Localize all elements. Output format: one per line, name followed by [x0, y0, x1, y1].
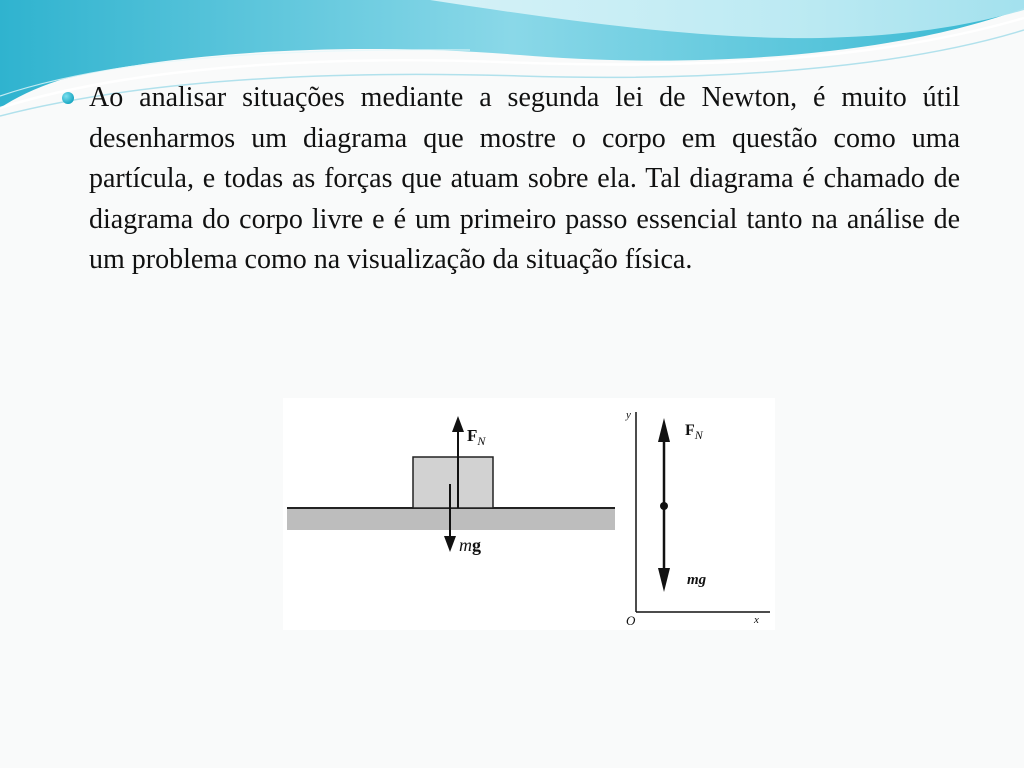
block [413, 457, 493, 508]
bullet-icon [62, 92, 74, 104]
y-axis-label: y [626, 409, 631, 421]
fbd-weight-label: mg [687, 572, 707, 588]
origin-label: O [626, 613, 636, 628]
fbd-normal-force-label: $F_N$ [685, 422, 703, 442]
left-weight-label: mg [459, 535, 481, 555]
bullet-text: Ao analisar situações mediante a segunda lei de Newton, é muito útil desenharmos um diagrama que mostre o corpo em questão como uma partícula, e todas as forças que atuam sobre ela. Tal diagrama é chamado de diagrama do corpo livre e é um primeiro passo essencial tanto na análise de um problema como na visualização da situação física. [89, 82, 960, 275]
particle-dot [660, 502, 668, 510]
left-normal-force-label: $F_N$ [467, 426, 486, 448]
free-body-diagram-figure [283, 398, 775, 630]
bullet-item [62, 78, 960, 281]
x-axis-label: x [754, 614, 759, 626]
